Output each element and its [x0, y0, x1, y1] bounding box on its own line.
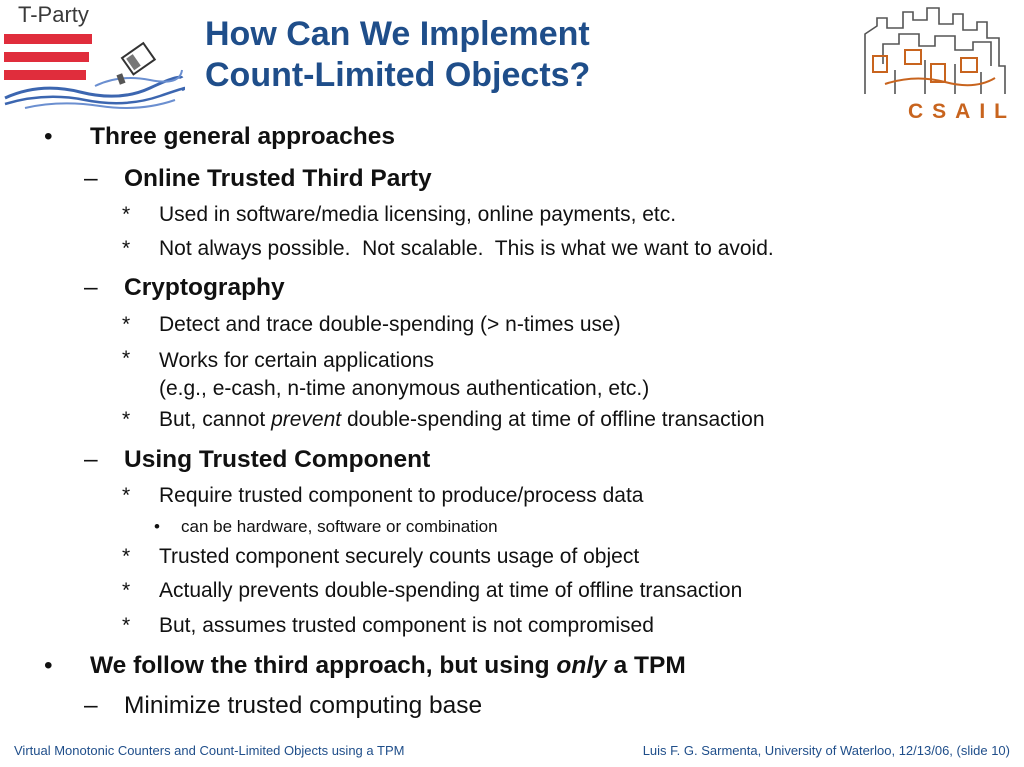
item-text: Works for certain applications — [159, 349, 435, 372]
star-marker: * — [122, 579, 131, 602]
item-text: Require trusted component to produce/process data — [159, 484, 644, 507]
item-text: Detect and trace double-spending (> n-times use) — [159, 313, 621, 336]
item-text — [159, 408, 765, 432]
star-marker: * — [122, 545, 131, 568]
slide-title — [205, 14, 590, 96]
item-text: Actually prevents double-spending at time of offline transaction — [159, 579, 743, 602]
item-text: Trusted component securely counts usage of object — [159, 545, 640, 568]
sub-bullet-text: Online Trusted Third Party — [124, 165, 432, 192]
csail-logo-graphic — [855, 4, 1015, 100]
bullet-marker: • — [44, 652, 53, 679]
item-text-continued: (e.g., e-cash, n-time anonymous authentication, etc.) — [159, 377, 650, 400]
bullet-marker: • — [154, 517, 160, 536]
emphasis-prevent: prevent — [271, 408, 342, 431]
text-part: a TPM — [606, 652, 686, 679]
tparty-logo — [0, 0, 185, 112]
item-text: Not always possible. Not scalable. This is what we want to avoid. — [159, 237, 774, 260]
text-part: double-spending at time of offline transaction — [341, 408, 765, 431]
star-marker: * — [122, 484, 131, 507]
star-marker: * — [122, 203, 131, 226]
item-text: Used in software/media licensing, online payments, etc. — [159, 203, 677, 226]
footer-author-slide-info: Luis F. G. Sarmenta, University of Waterloo, 12/13/06, (slide 10) — [642, 743, 1010, 758]
sub-bullet-text: Cryptography — [124, 274, 285, 301]
slide-title-line-2: Count-Limited Objects? — [205, 56, 591, 94]
tparty-logo-text: T-Party — [18, 2, 89, 27]
star-marker: * — [122, 237, 131, 260]
bullet-text — [90, 652, 686, 680]
text-part: But, cannot — [159, 408, 272, 431]
star-marker: * — [122, 347, 131, 370]
item-text-block — [159, 347, 649, 403]
star-marker: * — [122, 614, 131, 637]
dash-marker: – — [84, 692, 98, 719]
text-part: We follow the third approach, but using — [90, 652, 557, 679]
csail-logo — [855, 4, 1015, 126]
bullet-text: Three general approaches — [90, 123, 396, 150]
sub-bullet-text: Using Trusted Component — [124, 446, 431, 473]
dash-marker: – — [84, 446, 98, 473]
item-text: But, assumes trusted component is not compromised — [159, 614, 654, 637]
dash-marker: – — [84, 274, 98, 301]
star-marker: * — [122, 408, 131, 431]
sub-bullet-text: Minimize trusted computing base — [124, 692, 483, 719]
csail-logo-text: CSAIL — [908, 100, 1016, 123]
footer-presentation-title: Virtual Monotonic Counters and Count-Limited Objects using a TPM — [14, 743, 405, 758]
dash-marker: – — [84, 165, 98, 192]
star-marker: * — [122, 313, 131, 336]
bullet-marker: • — [44, 123, 53, 150]
slide-title-line-1: How Can We Implement — [205, 15, 590, 53]
item-text: can be hardware, software or combination — [181, 517, 498, 536]
emphasis-only: only — [556, 652, 607, 679]
